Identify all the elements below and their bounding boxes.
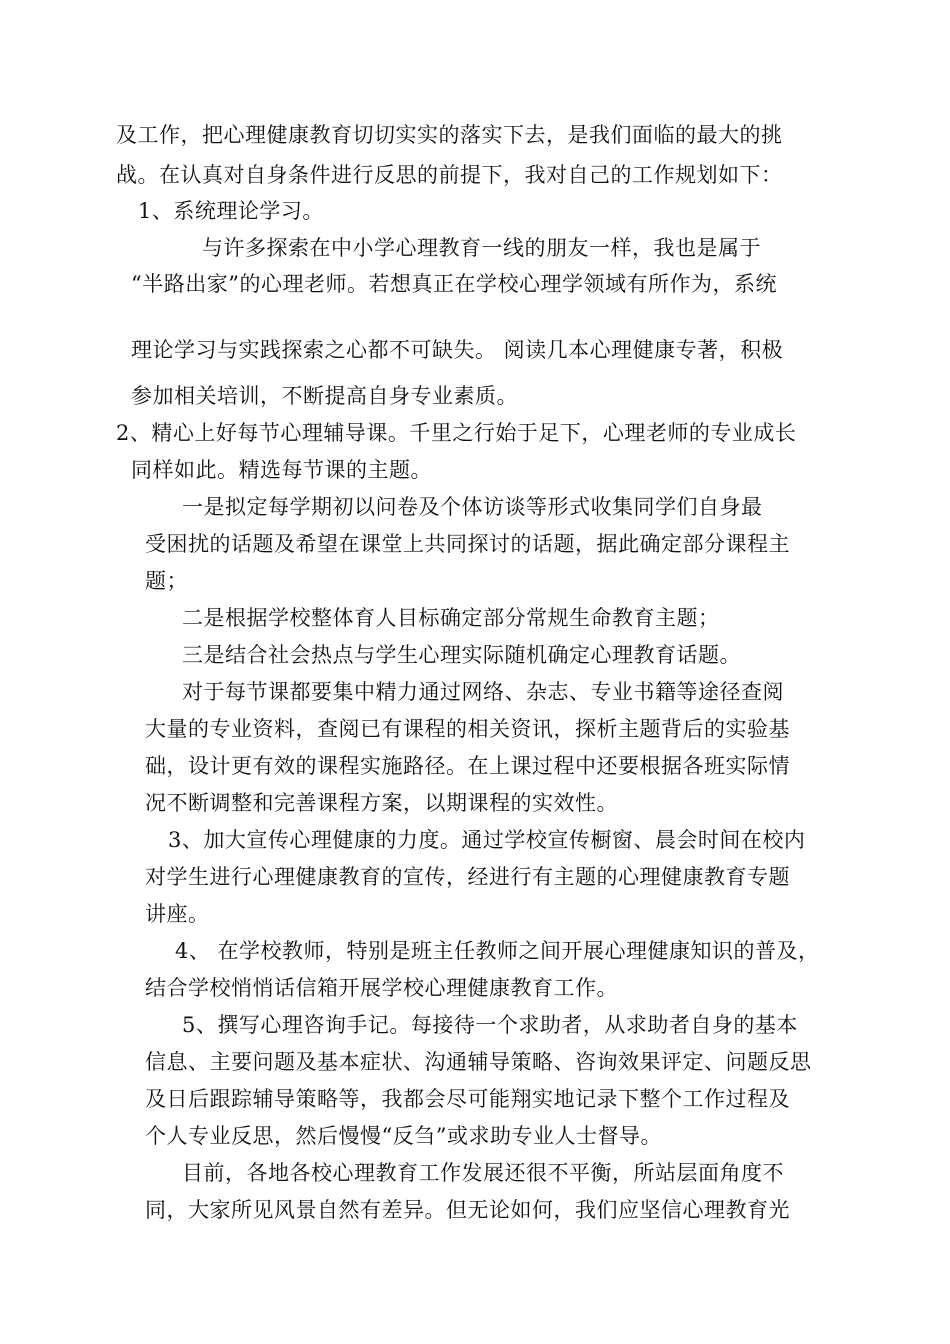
- text-line-7: 参加相关培训，不断提高自身专业素质。: [131, 384, 518, 408]
- text-line-16: 大量的专业资料，查阅已有课程的相关资讯，探析主题背后的实验基: [145, 717, 790, 741]
- section-heading-1: 1、系统理论学习。: [138, 199, 324, 223]
- section-heading-4: 4、 在学校教师，特别是班主任教师之间开展心理健康知识的普及，: [175, 939, 820, 963]
- text-line-11: 受困扰的话题及希望在课堂上共同探讨的话题，据此确定部分课程主: [145, 532, 790, 556]
- text-line-14: 三是结合社会热点与学生心理实际随机确定心理教育话题。: [182, 643, 741, 667]
- text-line-18: 况不断调整和完善课程方案，以期课程的实效性。: [145, 791, 618, 815]
- text-line-15: 对于每节课都要集中精力通过网络、杂志、专业书籍等途径查阅: [182, 680, 784, 704]
- text-line-5: “半路出家”的心理老师。若想真正在学校心理学领域有所作为，系统: [131, 272, 777, 296]
- text-line-26: 及日后跟踪辅导策略等，我都会尽可能翔实地记录下整个工作过程及: [145, 1087, 790, 1111]
- text-line-9: 同样如此。精选每节课的主题。: [131, 458, 432, 482]
- text-line-12: 题；: [145, 569, 188, 593]
- section-heading-5: 5、撰写心理咨询手记。每接待一个求助者，从求助者自身的基本: [182, 1013, 798, 1037]
- section-heading-3: 3、加大宣传心理健康的力度。通过学校宣传橱窗、晨会时间在校内: [168, 828, 806, 852]
- text-line-23: 结合学校悄悄话信箱开展学校心理健康教育工作。: [145, 976, 618, 1000]
- text-line-21: 讲座。: [145, 902, 210, 926]
- text-line-17: 础，设计更有效的课程实施路径。在上课过程中还要根据各班实际情: [145, 754, 790, 778]
- text-line-6: 理论学习与实践探索之心都不可缺失。 阅读几本心理健康专著，积极: [131, 338, 784, 362]
- text-line-20: 对学生进行心理健康教育的宣传，经进行有主题的心理健康教育专题: [145, 865, 790, 889]
- text-line-4: 与许多探索在中小学心理教育一线的朋友一样，我也是属于: [202, 236, 761, 260]
- text-line-27: 个人专业反思，然后慢慢“反刍”或求助专业人士督导。: [145, 1124, 662, 1148]
- text-line-2: 战。在认真对自身条件进行反思的前提下，我对自己的工作规划如下：: [116, 163, 783, 187]
- text-line-29: 同，大家所见风景自然有差异。但无论如何，我们应坚信心理教育光: [145, 1198, 790, 1222]
- text-line-1: 及工作，把心理健康教育切切实实的落实下去，是我们面临的最大的挑: [116, 123, 783, 147]
- text-line-13: 二是根据学校整体育人目标确定部分常规生命教育主题；: [182, 606, 720, 630]
- text-line-25: 信息、主要问题及基本症状、沟通辅导策略、咨询效果评定、问题反思: [145, 1050, 812, 1074]
- section-heading-2: 2、精心上好每节心理辅导课。千里之行始于足下，心理老师的专业成长: [116, 421, 797, 445]
- text-line-10: 一是拟定每学期初以问卷及个体访谈等形式收集同学们自身最: [182, 495, 763, 519]
- text-line-28: 目前，各地各校心理教育工作发展还很不平衡，所站层面角度不: [182, 1161, 784, 1185]
